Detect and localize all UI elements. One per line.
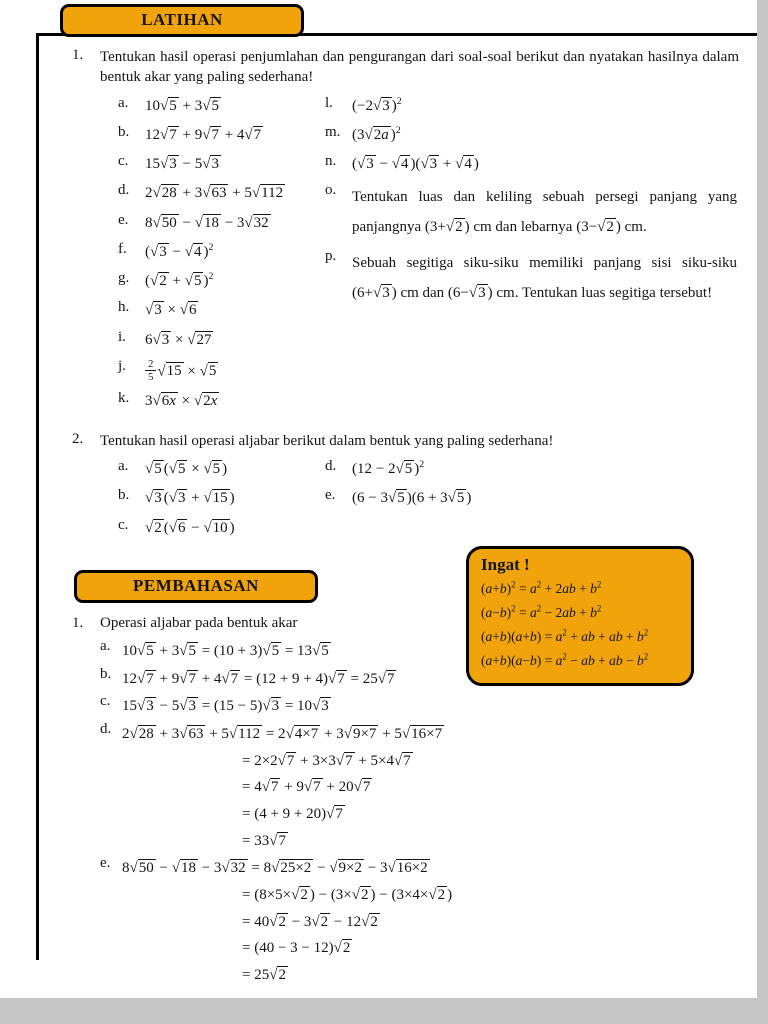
item-label: c. [100, 693, 111, 710]
exercise-item [325, 182, 737, 242]
item-label: p. [325, 248, 337, 265]
question-text: Tentukan hasil operasi aljabar berikut dalam bentuk yang paling sederhana! [100, 432, 554, 449]
latihan-badge [60, 4, 304, 37]
item-label: o. [325, 182, 337, 199]
item-label: d. [100, 720, 112, 737]
item-label: k. [118, 389, 130, 406]
item-expression: (3√2a )$^2$ [352, 124, 401, 143]
item-expression: √5 (√5 × √5 ) [145, 461, 228, 478]
question-number: 2. [72, 430, 84, 447]
exercise-item [118, 358, 325, 384]
solution-line: = 33√7 [242, 832, 286, 849]
ingat-formula: $(a+b)^2 = a^2 + 2ab + b^2$ [481, 579, 602, 596]
item-expression: (−2√3 )$^2$ [352, 95, 402, 114]
solution-line: = (4 + 9 + 20)√7 [242, 805, 343, 822]
item-expression: 15√3 − 5√3 [145, 156, 219, 172]
item-expression: 3√6x × √2x [145, 392, 218, 409]
question-1-columns [72, 95, 739, 419]
ingat-formula: $(a+b)(a+b) = a^2$ + ab + ab + $b^2$ [481, 627, 649, 645]
ingat-box [466, 546, 694, 686]
solution-line: = (8×5×√2 ) − (3×√2 ) − (3×4×√2 ) [242, 887, 453, 903]
ingat-title: Ingat ! [481, 555, 530, 574]
solution-line: 10√5 + 3√5 = (10 + 3)√5 = 13√5 [122, 642, 329, 659]
item-expression: √2 (√6 − √10 ) [145, 519, 235, 536]
latihan-badge-label: LATIHAN [141, 10, 223, 29]
item-expression: $\frac{2}{5}$ √15 × √5 [145, 358, 325, 384]
exercise-item [118, 212, 325, 235]
exercise-list-right [325, 458, 739, 546]
item-expression: (√2 + √5 )$^2$ [145, 271, 214, 289]
item-expression: 10√5 + 3√5 [145, 97, 219, 114]
question-number: 1. [72, 47, 84, 63]
solution-title: Operasi aljabar pada bentuk akar [100, 614, 298, 631]
pembahasan-badge [74, 570, 318, 603]
question-1 [72, 47, 739, 88]
exercise-item [325, 458, 737, 481]
solution-line: = 25√2 [242, 967, 286, 984]
solution-item [72, 693, 739, 720]
exercise-item [325, 487, 737, 510]
solution-lines [122, 693, 739, 720]
solution-line: = (40 − 3 − 12)√2 [242, 940, 351, 957]
exercise-list-left [72, 458, 325, 546]
item-label: c. [118, 153, 129, 169]
item-label: m. [325, 123, 341, 140]
item-label: f. [118, 240, 127, 257]
exercise-item [325, 248, 737, 308]
ingat-formula: $(a-b)^2 = a^2 - 2ab + b^2$ [481, 603, 602, 621]
item-expression: 8√50 − √18 − 3√32 [145, 214, 269, 231]
solution-line: 12√7 + 9√7 + 4√7 = (12 + 9 + 4)√7 = 25√7 [122, 670, 395, 687]
item-expression: √3 × √6 [145, 302, 197, 319]
exercise-item [118, 241, 325, 264]
exercise-item [118, 270, 325, 293]
item-label: a. [118, 94, 129, 111]
exercise-item [325, 153, 737, 176]
item-expression: 12√7 + 9√7 + 4√7 [145, 126, 262, 143]
item-expression: 6√3 × √27 [145, 331, 212, 348]
exercise-item [325, 95, 737, 118]
item-label: d. [325, 458, 337, 475]
question-2 [72, 431, 739, 451]
solution-line: = 4√7 + 9√7 + 20√7 [242, 779, 371, 796]
exercise-item [118, 517, 325, 540]
item-label: l. [325, 94, 333, 111]
item-label: c. [118, 516, 129, 533]
item-label: b. [100, 665, 112, 682]
item-label: a. [100, 637, 111, 654]
question-2-columns [72, 458, 739, 546]
item-label: d. [118, 182, 130, 199]
solution-line: = 2×2√7 + 3×3√7 + 5×4√7 [242, 752, 411, 769]
exercise-item [118, 124, 325, 147]
item-label: a. [118, 458, 129, 475]
exercise-item [118, 329, 325, 352]
item-label: b. [118, 487, 130, 504]
item-label: i. [118, 328, 126, 345]
item-label: n. [325, 153, 337, 169]
solution-lines [122, 855, 739, 988]
item-label: g. [118, 270, 130, 286]
pembahasan-badge-label: PEMBAHASAN [133, 575, 259, 595]
exercise-item [118, 153, 325, 176]
item-label: e. [100, 855, 111, 872]
item-expression: (√3 − √4 )(√3 + √4 ) [352, 156, 479, 172]
solution-line: = 40√2 − 3√2 − 12√2 [242, 913, 378, 930]
exercise-item [325, 124, 737, 147]
ingat-formula: $(a+b)(a-b) = a^2$ − ab + ab − $b^2$ [481, 651, 649, 669]
item-label: e. [325, 487, 336, 504]
exercise-item [118, 458, 325, 481]
exercise-item [118, 182, 325, 205]
question-text: Tentukan hasil operasi penjumlahan dan pengurangan dari soal-soal berikut dan nyatakan hasilnya dalam bentuk akar yang paling sederhana! [100, 49, 739, 86]
solution-number: 1. [72, 614, 84, 631]
item-expression: Tentukan luas dan keliling sebuah persegi panjang yang panjangnya (3+√2 ) cm dan lebarnya (3−√2 ) cm. [352, 189, 737, 236]
exercise-item [118, 390, 325, 413]
item-expression: (6 − 3√5 )(6 + 3√5 ) [352, 490, 472, 507]
solution-line: 8√50 − √18 − 3√32 = 8√25×2 − √9×2 − 3√16×2 [122, 860, 428, 877]
item-expression: (√3 − √4 )$^2$ [145, 241, 214, 260]
exercise-item [118, 95, 325, 118]
item-label: h. [118, 299, 130, 316]
solution-lines [122, 721, 739, 854]
solution-item [72, 721, 739, 854]
solution-line: 2√28 + 3√63 + 5√112 = 2√4×7 + 3√9×7 + 5√16×7 [122, 725, 443, 742]
item-expression: 2√28 + 3√63 + 5√112 [145, 185, 284, 202]
worksheet-content [0, 37, 757, 989]
item-label: e. [118, 211, 129, 228]
solution-line: 15√3 − 5√3 = (15 − 5)√3 = 10√3 [122, 698, 329, 715]
exercise-list-left [72, 95, 325, 419]
item-expression: √3 (√3 + √15 ) [145, 490, 235, 507]
question-2-block [72, 431, 739, 546]
item-label: j. [118, 357, 126, 374]
exercise-list-right [325, 95, 739, 419]
exercise-item [118, 487, 325, 510]
item-expression: (12 − 2√5 )$^2$ [352, 459, 425, 478]
exercise-item [118, 299, 325, 322]
item-expression: Sebuah segitiga siku-siku memiliki panjang sisi siku-siku (6+√3 ) cm dan (6−√3 ) cm. Tentukan luas segitiga tersebut! [352, 255, 737, 302]
item-label: b. [118, 123, 130, 140]
solution-item [72, 855, 739, 988]
